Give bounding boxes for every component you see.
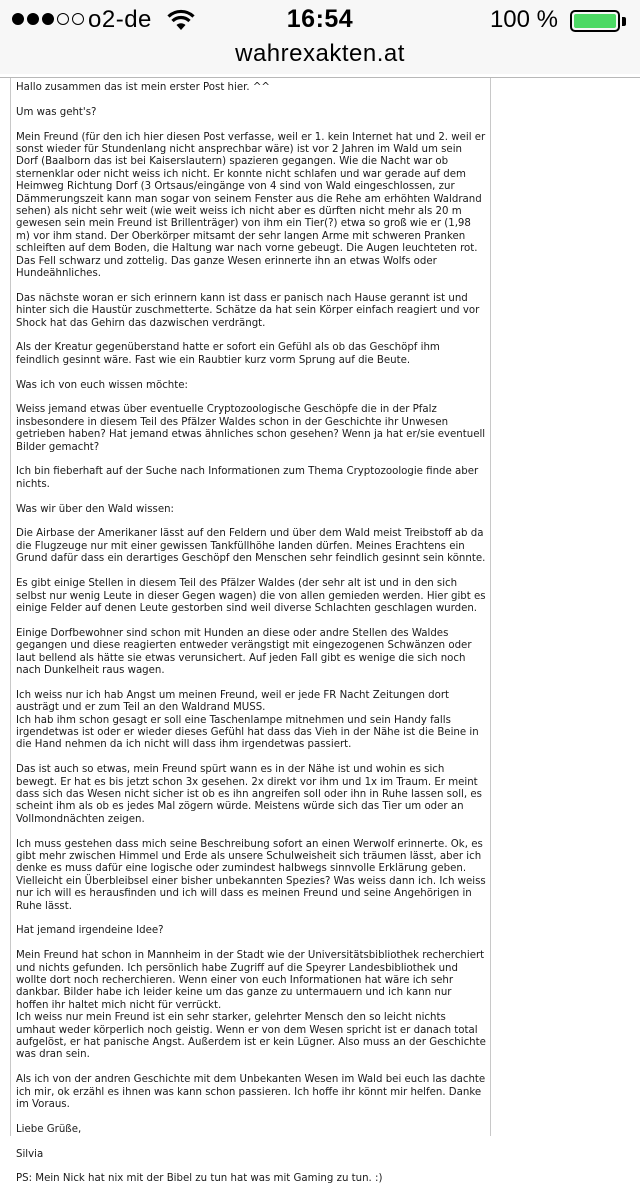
post-paragraph: Das nächste woran er sich erinnern kann ist dass er panisch nach Hause gerannt ist und hinter sich die Haustür zuschmetterte. Schätze da hat sein Körper einfach reagiert und vor Shock hat das Gehirn das dazwischen verdrängt. bbox=[16, 292, 480, 329]
battery-icon bbox=[570, 10, 620, 32]
forum-post-body bbox=[11, 78, 490, 1186]
post-paragraph: Die Airbase der Amerikaner lässt auf den Feldern und über dem Wald meist Treibstoff ab da die Flugzeuge nur mit einer gewissen Tankfüllhöhe landen dürfen. Meines Erachtens ein Grund dafür dass ein derartiges Geschöpf den Menschen sehr feindlich gesinnt sein könnte. bbox=[16, 528, 486, 565]
post-paragraph: Ich muss gestehen dass mich seine Beschreibung sofort an einen Werwolf erinnerte. Ok, es gibt mehr zwischen Himmel und Erde als unsere Schulweisheit sich träumen lässt, aber ich denke es muss dafür eine logische oder zumindest halbwegs sinnvolle Erklärung geben. Vielleicht ein Überbleibsel einer bisher unbekannten Spezies? Was weiss dann ich. Ich weiss nur ich will es herausfinden und ich will dass es meinen Freund und seine Angehörigen in Ruhe lässt. bbox=[16, 838, 486, 912]
post-paragraph: Es gibt einige Stellen in diesem Teil des Pfälzer Waldes (der sehr alt ist und in den sich selbst nur wenig Leute in dieser Gegen wagen) die von allen gemieden werden. Hier gibt es einige Felder auf denen Leute gestorben sind weil diverse Schlachten geschlagen wurden. bbox=[16, 578, 486, 614]
battery-fill bbox=[574, 14, 616, 28]
battery-percentage: 100 % bbox=[489, 6, 558, 33]
post-paragraph: Einige Dorfbewohner sind schon mit Hunden an diese oder andre Stellen des Waldes gegangen und diese reagierten entweder verängstigt mit eingezogenen Schwänzen oder laut bellend als hätte sie etwas verunsichert. Auf jeden Fall gibt es wenige die sich noch nach Dunkelheit raus wagen. bbox=[16, 627, 472, 676]
post-paragraph: Um was geht's? bbox=[16, 106, 97, 118]
post-paragraph: Ich weiss nur ich hab Angst um meinen Freund, weil er jede FR Nacht Zeitungen dort austrägt und er zum Teil an den Waldrand MUSS. Ich hab ihm schon gesagt er soll eine Taschenlampe mitnehmen und sein Handy falls irgendetwas ist oder er wieder dieses Gefühl hat dass das Vieh in der Nähe ist die Beine in die Hand nehmen da ich nicht will dass ihm irgendetwas passiert. bbox=[16, 689, 479, 751]
post-paragraph: Weiss jemand etwas über eventuelle Cryptozoologische Geschöpfe die in der Pfalz insbesondere in diesem Teil des Pfälzer Waldes schon in der Geschichte ihr Unwesen getrieben haben? Hat jemand etwas ähnliches schon gesehen? Wenn ja hat er/sie eventuell Bilder gemacht? bbox=[16, 404, 486, 453]
post-paragraph: Als ich von der andren Geschichte mit dem Unbekanten Wesen im Wald bei euch las dachte ich mir, ok erzähl es ihnen was kann schon passieren. Ich hoffe ihr könnt mir helfen. Danke im Voraus. bbox=[16, 1074, 486, 1111]
url-text[interactable]: wahrexakten.at bbox=[235, 40, 405, 67]
address-bar[interactable] bbox=[0, 40, 640, 74]
status-bar bbox=[0, 0, 640, 40]
post-paragraph: PS: Mein Nick hat nix mit der Bibel zu tun hat was mit Gaming zu tun. :) bbox=[16, 1173, 383, 1185]
post-paragraph: Hat jemand irgendeine Idee? bbox=[16, 925, 164, 937]
post-paragraph: Was ich von euch wissen möchte: bbox=[16, 379, 188, 391]
post-paragraph: Als der Kreatur gegenüberstand hatte er sofort ein Gefühl als ob das Geschöpf ihm feindlich gesinnt wäre. Fast wie ein Raubtier kurz vorm Sprung auf die Beute. bbox=[16, 342, 440, 366]
battery-cap bbox=[622, 17, 626, 26]
clock: 16:54 bbox=[286, 5, 354, 33]
post-paragraph: Mein Freund hat schon in Mannheim in der Stadt wie der Universitätsbibliothek recherchiert und nichts gefunden. Ich persönlich habe Zugriff auf die Speyrer Landesbibliothek und wollte dort noch recherchieren. Wenn einer von euch Informationen hat wäre ich sehr dankbar. Bilder habe ich leider keine um das ganze zu untermauern und ich kann nur hoffen ihr haltet mich nicht für verrückt. Ich weiss nur mein Freund ist ein sehr starker, gelehrter Mensch den so leicht nichts umhaut weder körperlich noch geistig. Wenn er von dem Wesen spricht ist er danach total aufgelöst, er hat panische Angst. Außerdem ist er kein Lügner. Also muss an der Geschichte was dran sein. bbox=[16, 950, 486, 1061]
post-paragraph: Das ist auch so etwas, mein Freund spürt wann es in der Nähe ist und wohin es sich bewegt. Er hat es bis jetzt schon 3x gesehen. 2x direkt vor ihm und 1x im Traum. Er meint dass sich das Wesen nicht sicher ist ob es ihn angreifen soll oder ihn in Ruhe lassen soll, es scheint ihm als ob es jedes Mal zögern würde. Meistens würde sich das Tier um oder an Vollmondnächten zeigen. bbox=[16, 764, 482, 825]
post-paragraph: Ich bin fieberhaft auf der Suche nach Informationen zum Thema Cryptozoologie finde aber nichts. bbox=[16, 466, 479, 490]
post-paragraph: Was wir über den Wald wissen: bbox=[16, 503, 174, 515]
carrier-name: o2-de bbox=[88, 6, 152, 33]
post-paragraph: Silvia bbox=[16, 1148, 44, 1160]
post-paragraph: Liebe Grüße, bbox=[16, 1123, 82, 1135]
forum-post-frame[interactable] bbox=[10, 78, 491, 1185]
post-paragraph: Mein Freund (für den ich hier diesen Post verfasse, weil er 1. kein Internet hat und 2. weil er sonst wieder für Stundenlang nicht ansprechbar wäre) ist vor 2 Jahren im Wald um sein Dorf (Baalborn das ist bei Kaiserslautern) spazieren gegangen. Wie die Nacht war ob sternenklar oder nicht weiss ich nicht. Er konnte nicht schlafen und war gerade auf dem Heimweg Richtung Dorf (3 Ortsaus/eingänge von 4 sind von Wald eingeschlossen, zur Dämmerungszeit kann man sogar von seinem Fenster aus die Rehe am erhöhten Waldrand sehen) als nicht sehr weit (wie weit weiss ich nicht aber es dürften nicht mehr als 20 m gewesen sein mein Freund ist Brillenträger) von ihm ein Tier(?) etwa so groß wie er (1,98 m) vor ihm stand. Der Oberkörper mitsamt der sehr langen Arme mit schweren Pranken schleiften auf dem Boden, die Haltung war nach vorne gebeugt. Die Augen leuchteten rot. Das Fell schwarz und zottelig. Das ganze Wesen erinnerte ihn an etwas Wolfs oder Hundeähnliches. bbox=[16, 131, 486, 280]
post-paragraph: Hallo zusammen das ist mein erster Post hier. ^^ bbox=[16, 82, 270, 93]
